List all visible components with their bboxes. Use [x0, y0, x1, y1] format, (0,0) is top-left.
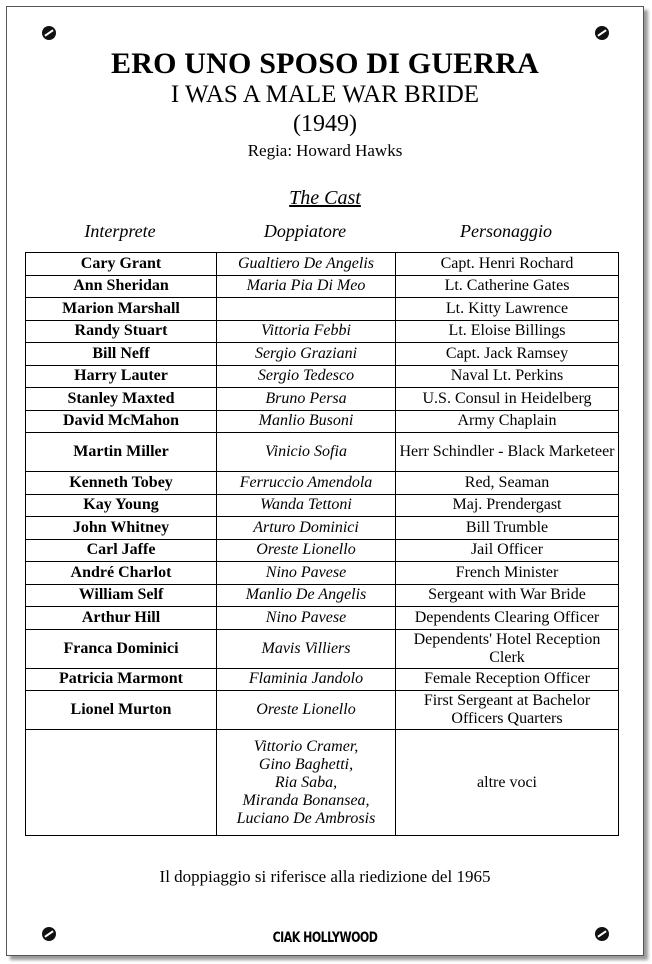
actor-cell: André Charlot — [26, 562, 217, 585]
table-row — [26, 343, 619, 366]
table-row — [26, 365, 619, 388]
role-cell: Army Chaplain — [396, 410, 619, 433]
director-name: Howard Hawks — [296, 141, 403, 160]
actor-cell: Lionel Murton — [26, 691, 217, 730]
table-row — [26, 629, 619, 668]
actor-cell: William Self — [26, 584, 217, 607]
column-header-dubber: Doppiatore — [263, 221, 347, 241]
role-cell: U.S. Consul in Heidelberg — [396, 388, 619, 411]
actor-cell: Ann Sheridan — [26, 275, 217, 298]
director-label: Regia: — [247, 141, 293, 160]
dubber-name: Ria Saba, — [274, 773, 338, 791]
dubber-cell: Manlio De Angelis — [217, 584, 396, 607]
dubber-cell: Manlio Busoni — [217, 410, 396, 433]
table-row — [26, 388, 619, 411]
actor-cell: David McMahon — [26, 410, 217, 433]
footnote: Il doppiaggio si riferisce alla riedizione del 1965 — [159, 867, 491, 886]
table-row — [26, 320, 619, 343]
actor-cell: Marion Marshall — [26, 298, 217, 321]
dubber-cell: Flaminia Jandolo — [217, 668, 396, 691]
dubber-cell: Vittoria Febbi — [217, 320, 396, 343]
role-cell: Dependents' Hotel Reception Clerk — [396, 629, 619, 668]
director-line — [7, 141, 643, 161]
role-cell: French Minister — [396, 562, 619, 585]
table-row — [26, 584, 619, 607]
role-cell: Lt. Eloise Billings — [396, 320, 619, 343]
role-cell: Bill Trumble — [396, 517, 619, 540]
actor-cell: Franca Dominici — [26, 629, 217, 668]
table-row-other-voices — [26, 730, 619, 836]
actor-cell: Randy Stuart — [26, 320, 217, 343]
table-row — [26, 607, 619, 630]
role-cell: Lt. Kitty Lawrence — [396, 298, 619, 321]
table-row — [26, 691, 619, 730]
role-cell: Sergeant with War Bride — [396, 584, 619, 607]
actor-cell: Arthur Hill — [26, 607, 217, 630]
table-row — [26, 433, 619, 472]
ciak-hollywood-logo: CIAK HOLLYWOOD — [272, 929, 378, 946]
actor-cell: Martin Miller — [26, 433, 217, 472]
column-header-role: Personaggio — [460, 221, 552, 241]
dubber-cell — [217, 298, 396, 321]
column-header-actor: Interprete — [84, 221, 156, 241]
dubber-name: Vittorio Cramer, — [253, 737, 359, 755]
actor-cell: Carl Jaffe — [26, 539, 217, 562]
table-row — [26, 472, 619, 495]
table-row — [26, 253, 619, 276]
table-row — [26, 494, 619, 517]
actor-cell: Harry Lauter — [26, 365, 217, 388]
dubber-cell: Nino Pavese — [217, 562, 396, 585]
table-row — [26, 410, 619, 433]
table-row — [26, 562, 619, 585]
table-row — [26, 275, 619, 298]
dubber-cell: Sergio Graziani — [217, 343, 396, 366]
dubber-cell: Bruno Persa — [217, 388, 396, 411]
cast-table — [25, 252, 619, 836]
role-cell: Female Reception Officer — [396, 668, 619, 691]
title-english: I WAS A MALE WAR BRIDE — [170, 81, 480, 108]
table-row — [26, 668, 619, 691]
role-cell: Naval Lt. Perkins — [396, 365, 619, 388]
role-cell: Jail Officer — [396, 539, 619, 562]
dubber-name: Luciano De Ambrosis — [236, 809, 376, 827]
table-row — [26, 539, 619, 562]
role-cell: Herr Schindler - Black Marketeer — [396, 433, 619, 472]
role-cell: Red, Seaman — [396, 472, 619, 495]
dubber-cell: Wanda Tettoni — [217, 494, 396, 517]
actor-cell: Kenneth Tobey — [26, 472, 217, 495]
release-year: (1949) — [293, 111, 357, 137]
cast-heading: The Cast — [289, 187, 361, 209]
role-cell: Dependents Clearing Officer — [396, 607, 619, 630]
dubber-cell: Arturo Dominici — [217, 517, 396, 540]
other-voices-dubbers — [217, 730, 396, 836]
role-cell: Maj. Prendergast — [396, 494, 619, 517]
title-italian: ERO UNO SPOSO DI GUERRA — [111, 47, 539, 80]
dubber-cell: Oreste Lionello — [217, 539, 396, 562]
actor-cell: Kay Young — [26, 494, 217, 517]
dubber-cell: Sergio Tedesco — [217, 365, 396, 388]
cast-card — [6, 6, 644, 956]
actor-cell: Patricia Marmont — [26, 668, 217, 691]
dubber-cell: Gualtiero De Angelis — [217, 253, 396, 276]
dubber-cell: Mavis Villiers — [217, 629, 396, 668]
actor-cell: Cary Grant — [26, 253, 217, 276]
role-cell: Capt. Henri Rochard — [396, 253, 619, 276]
screw-icon — [42, 26, 56, 40]
actor-cell-empty — [26, 730, 217, 836]
dubber-cell: Vinicio Sofia — [217, 433, 396, 472]
actor-cell: John Whitney — [26, 517, 217, 540]
role-cell: First Sergeant at Bachelor Officers Quarters — [396, 691, 619, 730]
role-cell: Capt. Jack Ramsey — [396, 343, 619, 366]
screw-icon — [595, 26, 609, 40]
role-cell: Lt. Catherine Gates — [396, 275, 619, 298]
dubber-name: Gino Baghetti, — [258, 755, 354, 773]
table-row — [26, 517, 619, 540]
dubber-name: Miranda Bonansea, — [242, 791, 370, 809]
dubber-cell: Nino Pavese — [217, 607, 396, 630]
actor-cell: Bill Neff — [26, 343, 217, 366]
actor-cell: Stanley Maxted — [26, 388, 217, 411]
dubber-cell: Maria Pia Di Meo — [217, 275, 396, 298]
table-row — [26, 298, 619, 321]
dubber-cell: Oreste Lionello — [217, 691, 396, 730]
role-cell: altre voci — [396, 730, 619, 836]
dubber-cell: Ferruccio Amendola — [217, 472, 396, 495]
